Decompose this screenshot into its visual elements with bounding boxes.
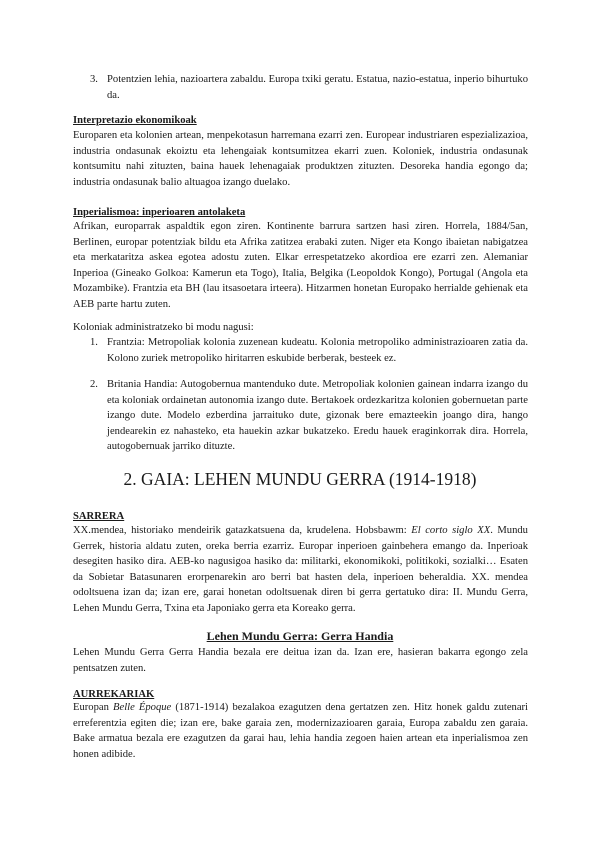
sarrera-text-after: . Mundu Gerrek, historia aldatu zuten, oreka berria ezarriz. Europar inperioen gainbehera emango da. Inperioak desegiten hasiko dira. AEB-ko nagusigoa hasiko da: militarki, ekonomikoki, politikoki, sozialki… Esaten da Sobietar Batasunaren erorpenarekin aro berri bat hasten dela, inperioen beheraldia. XX. mendea odoltsuena izan da; izan ere, garai honetan odoltsuenak diren bi gerra gertatuko dira: II. Mundu Gerra, Lehen Mundu Gerra, Txina eta Japoniako gerra eta Koreako gerra. [73,525,528,614]
section-heading-inperialismoa: Inperialismoa: inperioaren antolaketa [73,207,246,218]
paragraph-koloniak-intro: Koloniak administratzeko bi modu nagusi: [73,322,254,333]
chapter-title: 2. GAIA: LEHEN MUNDU GERRA (1914-1918) [123,469,477,489]
paragraph-inperialismoa: Afrikan, europarrak aspaldtik egon ziren. Kontinente barrura sartzen hasi ziren. Horrela, 1884/5an, Berlinen, europar potentziak bildu eta Afrika zatitzea erabaki zuten. Niger eta Kongo ibaietan nabigatzea eta merkataritza askea egotea adostu zuten. Elkar errespetatzeko akordioa ere ezarri zen. Alemaniar Inperioa (Gineako Golkoa: Kamerun eta Togo), Italia, Belgika (Leopoldok Kongo), Portugal (Angola eta Mozambike). Frantzia eta BH (lau itsasoetara irteera). Hitzarmen honetan Europako herrialde gehienak eta AEB parte hartu zuten. [73,221,528,310]
book-title: El corto siglo XX [411,525,491,536]
paragraph-interpretazio: Europaren eta kolonien artean, menpekotasun harremana ezarri zen. Europear industriaren espezializazioa, industria ondasunak ekoiztu eta lehengaiak kontsumitzea ekarri zuen. Koloniek, industria ondasunak kontsumitu nahi zituzten, baina hauek lehenagaiak produktzen zituzten. Desoreka handia egongo da; industria ondasunak balio altuagoa izango duelako. [73,130,528,188]
list-number: 2. [90,379,98,390]
list-item-text: Britania Handia: Autogobernua mantenduko dute. Metropoliak kolonien gainean indarra izango du eta koloniak ordainetan autonomia izango dute. Bertakoek ordezkaritza kolonien gobernuetan parte izango dute. Modelo ezberdina jarraituko dute, gizonak bere emazteekin joango dira, hango jendearekin ez nahasteko, eta hauekin azkar bukatzeko. Eredu hauek eraginkorrak dira. Horrela, autogobernuak jarriko dituzte. [107,379,528,453]
list-number: 1. [90,337,98,348]
aurrekariak-text-before: Europan [73,702,114,713]
aurrekariak-text-after: (1871-1914) bezalakoa ezagutzen dena gertatzen zen. Hitz honek galdu zutenari erreferentzia egiten die; izan ere, bake garaia zen, modernizazioaren garaia, Europa zabaldu zen garaia. Bake armatua bezala ere ezagutzen da garai hau, lehia handia zegoen haien artean eta inperialismoa zen honen adibide. [73,702,528,760]
subsection-heading-gerra-handia: Lehen Mundu Gerra: Gerra Handia [206,629,394,643]
section-heading-sarrera: SARRERA [73,511,125,522]
sarrera-text-before: XX.mendea, historiako mendeirik gatazkatsuena da, krudelena. Hobsbawm: [73,525,412,536]
paragraph-aurrekariak [73,700,528,762]
list-item-text: Frantzia: Metropoliak kolonia zuzenean kudeatu. Kolonia metropoliko administrazioaren zatia da. Kolono zuriek metropoliko hiritarren eskubide berberak, besteek ez. [107,337,528,364]
list-number: 3. [90,74,98,85]
list-item-text: Potentzien lehia, nazioartera zabaldu. Europa txiki geratu. Estatua, nazio-estatua, inperio bihurtuko da. [107,74,528,101]
paragraph-sarrera [73,523,528,617]
paragraph-gerra-handia: Lehen Mundu Gerra Gerra Handia bezala ere deitua izan da. Izan ere, hasieran bakarra egongo zela pentsatzen zuten. [73,647,528,674]
belle-epoque-term: Belle Époque [113,702,172,713]
section-heading-interpretazio: Interpretazio ekonomikoak [73,115,197,126]
section-heading-aurrekariak: AURREKARIAK [73,689,155,700]
